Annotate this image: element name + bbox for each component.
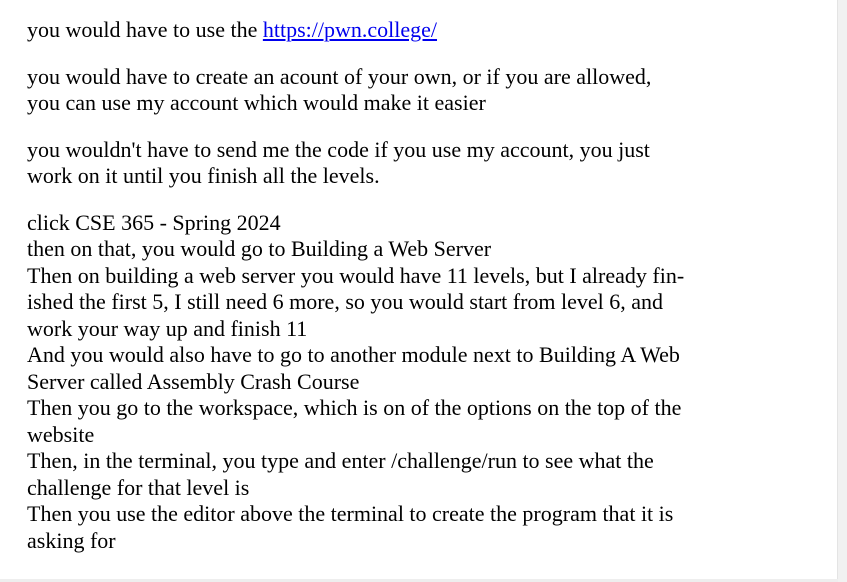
vertical-scrollbar[interactable] [837,0,847,582]
url-intro-text: you would have to use the [27,17,263,42]
text-line: Then on building a web server you would have 11 levels, but I already fin- [27,262,685,288]
text-line: you would have to create an acount of your own, or if you are allowed, [27,63,652,89]
text-line: Then you go to the workspace, which is on of the options on the top of the [27,395,682,420]
text-line: Then, in the terminal, you type and enter /challenge/run to see what the [27,448,654,473]
text-line: Server called Assembly Crash Course [27,368,360,394]
paragraph-account [27,64,757,117]
text-line: And you would also have to go to another module next to Building A Web [27,342,680,367]
paragraph-instructions [27,210,757,555]
text-line: challenge for that level is [27,474,250,500]
text-line: then on that, you would go to Building a Web Server [27,236,492,261]
text-line: you wouldn't have to send me the code if you use my account, you just [27,136,650,162]
text-line: work your way up and finish 11 [27,315,308,341]
text-line: you can use my account which would make it easier [27,90,486,115]
text-line: click CSE 365 - Spring 2024 [27,209,281,235]
document-body [27,17,757,554]
text-line: ished the first 5, I still need 6 more, so you would start from level 6, and [27,289,664,314]
text-line: website [27,421,95,447]
pwn-college-link[interactable]: https://pwn.college/ [262,17,438,42]
paragraph-code [27,137,757,190]
text-line: work on it until you finish all the levels. [27,163,380,188]
text-line: asking for [27,527,116,553]
paragraph-url [27,17,757,44]
text-line: Then you use the editor above the terminal to create the program that it is [27,501,674,526]
